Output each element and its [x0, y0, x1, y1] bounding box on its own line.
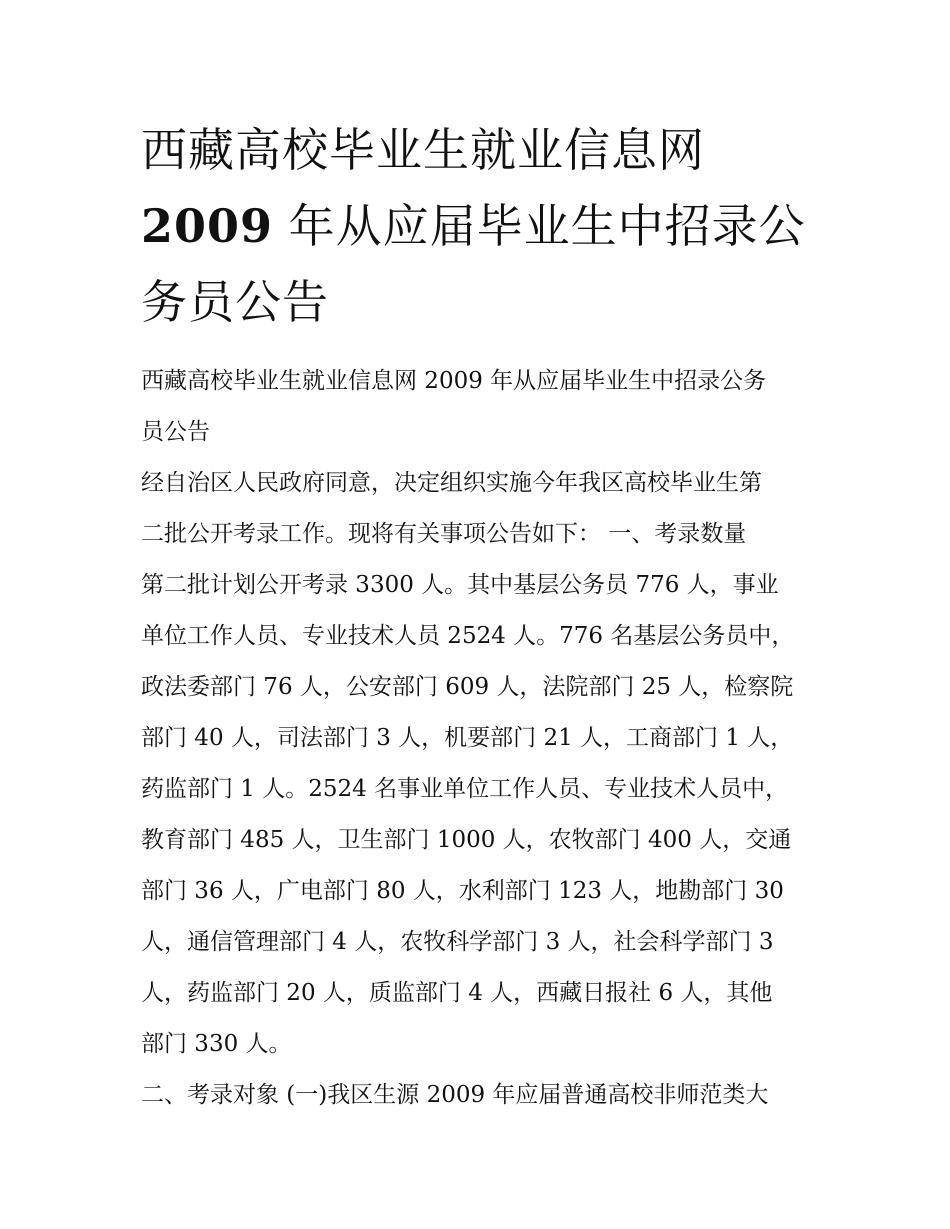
subtitle-block — [141, 356, 821, 458]
paragraph-line: 部门 40 人，司法部门 3 人，机要部门 21 人，工商部门 1 人， — [141, 725, 794, 751]
paragraph-line: 教育部门 485 人，卫生部门 1000 人，农牧部门 400 人，交通 — [141, 827, 792, 853]
paragraph-2 — [141, 1070, 821, 1121]
paragraph-line: 药监部门 1 人。2524 名事业单位工作人员、专业技术人员中， — [141, 776, 789, 802]
subtitle-line: 西藏高校毕业生就业信息网 2009 年从应届毕业生中招录公务 — [141, 368, 767, 394]
document-body — [141, 356, 821, 1121]
paragraph-line: 人，药监部门 20 人，质监部门 4 人，西藏日报社 6 人，其他 — [141, 980, 773, 1006]
title-line-2-text: 年从应届毕业生中招录公 — [273, 199, 806, 253]
paragraph-line: 部门 330 人。 — [141, 1031, 292, 1057]
paragraph-line: 二批公开考录工作。现将有关事项公告如下： 一、考录数量 — [141, 521, 747, 547]
title-year: 2009 — [141, 199, 274, 253]
document-title — [141, 112, 831, 340]
paragraph-1 — [141, 458, 821, 1070]
title-line-3: 务员公告 — [141, 275, 329, 329]
paragraph-line: 政法委部门 76 人，公安部门 609 人，法院部门 25 人，检察院 — [141, 674, 794, 700]
paragraph-line: 人，通信管理部门 4 人，农牧科学部门 3 人，社会科学部门 3 — [141, 929, 774, 955]
subtitle-line: 员公告 — [141, 419, 210, 445]
paragraph-line: 单位工作人员、专业技术人员 2524 人。776 名基层公务员中， — [141, 623, 795, 649]
title-line-2 — [141, 188, 831, 264]
title-line-1: 西藏高校毕业生就业信息网 — [141, 123, 705, 177]
paragraph-line: 二、考录对象 (一)我区生源 2009 年应届普通高校非师范类大 — [141, 1082, 769, 1108]
paragraph-line: 部门 36 人，广电部门 80 人，水利部门 123 人，地勘部门 30 — [141, 878, 784, 904]
paragraph-line: 第二批计划公开考录 3300 人。其中基层公务员 776 人，事业 — [141, 572, 779, 598]
paragraph-line: 经自治区人民政府同意，决定组织实施今年我区高校毕业生第 — [141, 470, 762, 496]
